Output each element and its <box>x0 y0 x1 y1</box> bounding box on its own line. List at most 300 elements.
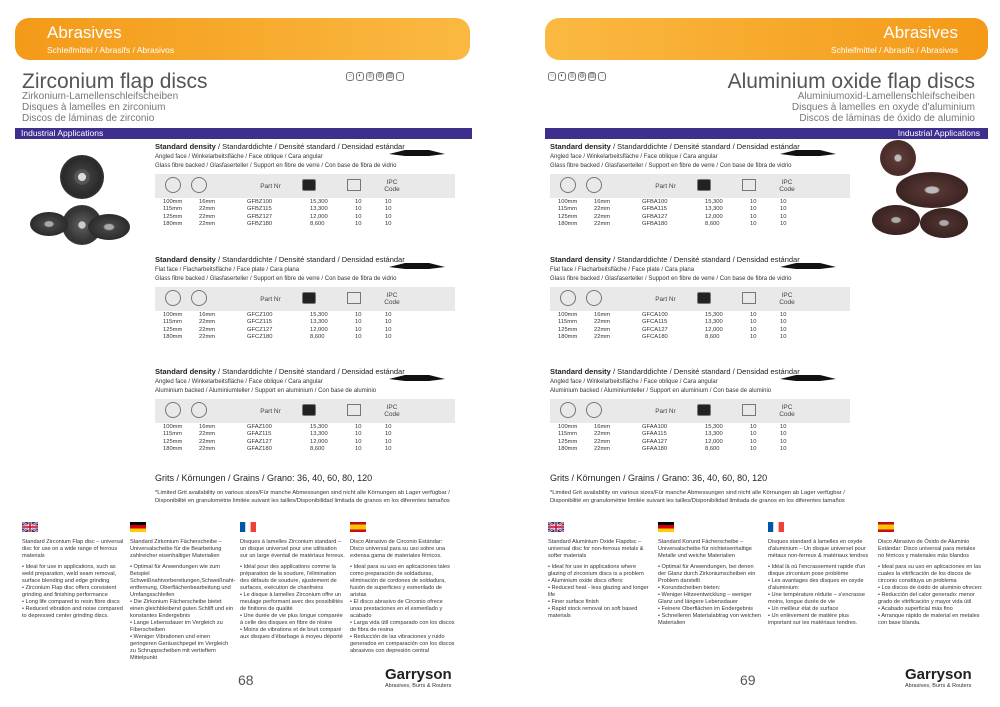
page-number: 68 <box>238 672 254 688</box>
table-cell: 10 <box>750 311 757 318</box>
rpm-col <box>697 292 742 306</box>
diameter-icon <box>560 290 576 306</box>
table-cell: 10 <box>780 423 787 430</box>
table-cell: 16mm <box>594 423 611 430</box>
diameter-icon <box>560 177 576 193</box>
section-title: Abrasives <box>883 23 958 42</box>
application-icon: ◌ <box>396 72 404 81</box>
table-header <box>550 399 850 423</box>
part-nr-header: Part Nr <box>260 407 281 415</box>
table-row <box>550 446 850 454</box>
table-cell: 13,300 <box>310 206 328 213</box>
rpm-icon <box>302 292 316 304</box>
application-icons <box>548 72 606 81</box>
density-label: Standard density <box>550 142 611 151</box>
feature-item: • Lange Lebensdauer im Vergleich zu Fiberscheiben <box>130 620 235 634</box>
face-type: Angled face / Winkelarbeitsfläche / Face oblique / Cara angular <box>550 154 718 160</box>
table-cell: 10 <box>385 431 392 438</box>
table-cell: GFBZ115 <box>247 206 272 213</box>
table-cell: 10 <box>780 311 787 318</box>
table-row <box>155 221 455 229</box>
language-intro: Disco Abrasivo de Óxido de Aluminio Estándar: Disco universal para metales no férricos y materiales más blandos <box>878 539 976 559</box>
feature-item: • Los discos de óxido de aluminio ofrecen: <box>878 585 983 592</box>
table-cell: 22mm <box>199 438 216 445</box>
table-cell: 180mm <box>163 446 183 453</box>
rpm-icon <box>697 292 711 304</box>
brand-tagline: Abrasives, Burrs & Routers <box>905 683 972 689</box>
rpm-icon <box>697 404 711 416</box>
table-cell: 22mm <box>594 438 611 445</box>
box-icon <box>347 404 361 416</box>
table-cell: GFCA100 <box>642 311 668 318</box>
rpm-icon <box>302 404 316 416</box>
table-cell: 16mm <box>594 311 611 318</box>
rpm-col <box>302 292 347 306</box>
pack-col <box>742 292 772 306</box>
table-cell: 13,300 <box>310 319 328 326</box>
category-bar: Industrial Applications <box>545 128 988 139</box>
language-intro: Standard Aluminium Oxide Flapdisc – universal disc for non-ferrous metals & softer materials <box>548 539 644 559</box>
table-row <box>155 311 455 319</box>
box-icon <box>742 292 756 304</box>
table-cell: 13,300 <box>310 431 328 438</box>
table-cell: 10 <box>355 334 362 341</box>
table-cell: 100mm <box>163 198 183 205</box>
product-photo-disc <box>60 155 104 199</box>
table-cell: 115mm <box>558 206 577 213</box>
box-icon <box>347 179 361 191</box>
table-cell: 15,300 <box>310 311 328 318</box>
table-cell: 15,300 <box>310 198 328 205</box>
pack-col <box>347 292 377 306</box>
backing-type: Glass fibre backed / Glasfaserteller / Support en fibre de verre / Con base de fibra de vidrio <box>550 163 792 169</box>
feature-item: • Finer surface finish <box>548 599 653 606</box>
table-cell: 180mm <box>163 334 183 341</box>
table-cell: 10 <box>355 431 362 438</box>
france-flag <box>768 522 784 532</box>
application-icon: ○ <box>346 72 354 81</box>
table-row <box>550 213 850 221</box>
feature-item: • Reducción de las vibraciones y ruido generados en comparación con los discos abrasivos con depresión central <box>350 634 455 655</box>
page-title: Aluminium oxide flap discs <box>727 70 975 93</box>
table-cell: GFCZ100 <box>247 311 273 318</box>
feature-item: • Weniger Hitzeentwicklung – weniger Glanz und längere Lebensdauer <box>658 592 763 606</box>
table-row <box>550 311 850 319</box>
diameter-col <box>550 402 586 420</box>
table-cell: 10 <box>385 423 392 430</box>
application-icon: ◐ <box>356 72 364 81</box>
diameter-col <box>155 177 191 195</box>
box-icon <box>347 292 361 304</box>
bore-col <box>586 402 634 420</box>
table-row <box>155 446 455 454</box>
pack-col <box>347 404 377 418</box>
feature-item: • El disco abrasivo de Circonio ofrece unas prestaciones en el esmerilado y acabado <box>350 599 455 620</box>
feature-item: • Reduced heat - less glazing and longer life <box>548 585 653 599</box>
table-header <box>155 174 455 198</box>
germany-flag <box>130 522 146 532</box>
table-cell: 125mm <box>163 438 183 445</box>
table-row <box>155 431 455 439</box>
rpm-col <box>302 404 347 418</box>
box-icon <box>742 404 756 416</box>
uk-flag <box>548 522 564 532</box>
feature-item: • Moins de vibrations et de bruit comparé aux disques d'ébarbage à moyeu déporté <box>240 627 345 641</box>
page-number: 69 <box>740 672 756 688</box>
table-cell: 22mm <box>594 319 611 326</box>
table-cell: 115mm <box>163 206 182 213</box>
rpm-col <box>302 179 347 193</box>
table-header <box>155 399 455 423</box>
grit-note: *Limited Grit availability on various sizes/Für manche Abmessungen sind nicht alle Körnungen ab Lager verfügbar / Disponibilité en granulométrie limitée suivant les tailles/Disponibilidad limitada de granos en los diferentes tamaños <box>550 490 845 504</box>
table-cell: 100mm <box>163 423 183 430</box>
table-cell: 10 <box>385 438 392 445</box>
table-cell: 125mm <box>558 326 578 333</box>
application-icon: ▥ <box>589 73 595 79</box>
product-section <box>155 255 475 341</box>
table-row <box>550 334 850 342</box>
application-icon: ◌ <box>598 72 606 81</box>
header-tab-right <box>545 18 988 60</box>
section-subtitle: Schleifmittel / Abrasifs / Abrasivos <box>47 45 175 55</box>
page-subtitles <box>22 91 178 124</box>
table-cell: GFCA127 <box>642 326 668 333</box>
table-cell: GFAZ127 <box>247 438 272 445</box>
application-icons <box>346 72 404 81</box>
pack-col <box>742 404 772 418</box>
pack-col <box>347 179 377 193</box>
table-cell: 10 <box>355 446 362 453</box>
grits-line: Grits / Körnungen / Grains / Grano: 36, 40, 60, 80, 120 <box>155 473 373 483</box>
table-row <box>550 206 850 214</box>
table-cell: 16mm <box>594 198 611 205</box>
table-cell: GFCZ115 <box>247 319 273 326</box>
language-intro: Standard Zirconium Flap disc – universal disc for use on a wide range of ferrous materials <box>22 539 124 559</box>
table-cell: 22mm <box>199 221 216 228</box>
grit-note: *Limited Grit availability on various sizes/Für manche Abmessungen sind nicht alle Körnungen ab Lager verfügbar / Disponibilité en granulométrie limitée suivant les tailles/Disponibilidad limitada de granos en los diferentes tamaños <box>155 490 450 504</box>
table-cell: 22mm <box>594 221 611 228</box>
table-cell: 10 <box>750 319 757 326</box>
table-cell: 10 <box>780 334 787 341</box>
rpm-icon <box>697 179 711 191</box>
feature-item: • Long life compared to resin fibre discs <box>22 599 127 606</box>
table-cell: 10 <box>385 326 392 333</box>
rpm-icon <box>302 179 316 191</box>
subtitle-fr: Disques à lamelles en zirconium <box>22 102 166 113</box>
table-cell: 22mm <box>199 206 216 213</box>
table-cell: 12,000 <box>310 438 328 445</box>
table-cell: 8,600 <box>310 334 325 341</box>
header-tab-left <box>15 18 470 60</box>
spain-flag <box>878 522 894 532</box>
page-title: Zirconium flap discs <box>22 70 208 93</box>
density-translations: / Standarddichte / Densité standard / Densidad estándar <box>610 255 800 264</box>
table-cell: 180mm <box>163 221 183 228</box>
table-cell: 22mm <box>199 334 216 341</box>
table-cell: 10 <box>355 198 362 205</box>
table-cell: 15,300 <box>705 423 723 430</box>
table-cell: 10 <box>750 206 757 213</box>
grits-line: Grits / Körnungen / Grains / Grano: 36, 40, 60, 80, 120 <box>550 473 768 483</box>
table-cell: 180mm <box>558 334 578 341</box>
table-row <box>550 221 850 229</box>
table-cell: 100mm <box>558 311 578 318</box>
table-cell: 15,300 <box>705 198 723 205</box>
table-cell: 10 <box>750 213 757 220</box>
disc-profile-diagram <box>778 146 838 162</box>
bore-icon <box>191 402 207 418</box>
feature-item: • Feinere Oberflächen im Endergebnis <box>658 606 763 613</box>
table-cell: GFAA100 <box>642 423 668 430</box>
feature-item: • Rapid stock removal on soft based materials <box>548 606 653 620</box>
subtitle-de: Aluminiumoxid-Lamellenschleifscheiben <box>797 91 975 102</box>
table-cell: 10 <box>780 221 787 228</box>
feature-item: • Ideal para su uso en aplicaciones tales como preparación de soldaduras, eliminación de cordones de soldadura, fusión de superficies y esmerilado de aristas <box>350 564 455 599</box>
table-cell: 10 <box>780 438 787 445</box>
language-intro: Disco Abrasivo de Circonio Estándar: Disco universal para su uso sobre una extensa gama de materiales férricos. <box>350 539 446 559</box>
feature-item: • Une température réduite – s'encrasse moins, longue durée de vie <box>768 592 873 606</box>
table-cell: 10 <box>355 319 362 326</box>
table-cell: GFAA127 <box>642 438 668 445</box>
language-intro: Standard Zirkonium Fächerscheibe – Universalscheibe für die Bearbeitung zahlreicher eisenhaltiger Materialien <box>130 539 222 559</box>
table-cell: 125mm <box>163 213 183 220</box>
diameter-col <box>155 402 191 420</box>
table-row <box>550 326 850 334</box>
table-header <box>155 287 455 311</box>
table-cell: GFAZ180 <box>247 446 272 453</box>
feature-item: • Ideal for use in applications, such as weld preparation, weld seam removal, surface blending and edge grinding <box>22 564 127 585</box>
table-cell: 22mm <box>199 431 216 438</box>
table-cell: 22mm <box>199 213 216 220</box>
feature-item: • Idéal pour des applications comme la préparation de la soudure, l'élimination des défauts de soudure, ajustement de surfaces, exécution de chanfreins <box>240 564 345 592</box>
backing-type: Aluminium backed / Aluminiumteller / Support en aluminium / Con base de aluminio <box>550 388 772 394</box>
table-cell: 180mm <box>558 446 578 453</box>
table-cell: 10 <box>385 334 392 341</box>
application-icon: ◎ <box>367 73 373 79</box>
part-nr-header: Part Nr <box>655 295 676 303</box>
application-icon: ◐ <box>558 72 566 81</box>
table-cell: 12,000 <box>310 326 328 333</box>
ipc-header: IPC Code <box>384 404 400 418</box>
table-cell: 10 <box>780 446 787 453</box>
subtitle-fr: Disques à lamelles en oxyde d'aluminium <box>791 102 975 113</box>
table-row <box>550 438 850 446</box>
diameter-col <box>550 290 586 308</box>
diameter-icon <box>560 402 576 418</box>
feature-item: • Optimal für Anwendungen wie zum Beispiel Schweißnahtvorbereitungen,Schweißnahtentfernung, Oberflächenbearbeitung und Umfangsschleifen <box>130 564 235 599</box>
subtitle-de: Zirkonium-Lamellenschleifscheiben <box>22 91 179 102</box>
diameter-col <box>155 290 191 308</box>
language-block <box>22 522 127 620</box>
table-cell: GFBA100 <box>642 198 668 205</box>
germany-flag <box>658 522 674 532</box>
feature-item: • Reducción del calor generado: menor grado de vitrificación y mayor vida útil <box>878 592 983 606</box>
table-row <box>550 431 850 439</box>
brand-logo <box>385 666 452 689</box>
face-type: Flat face / Flacharbeitsfläche / Face plate / Cara plana <box>550 267 695 273</box>
product-photo-disc <box>30 212 68 236</box>
backing-type: Glass fibre backed / Glasfaserteller / Support en fibre de verre / Con base de fibra de vidrio <box>155 276 397 282</box>
table-cell: 100mm <box>558 198 578 205</box>
table-cell: 10 <box>750 431 757 438</box>
table-cell: 10 <box>750 221 757 228</box>
table-cell: 10 <box>750 423 757 430</box>
table-cell: 10 <box>385 213 392 220</box>
backing-type: Aluminium backed / Aluminiumteller / Support en aluminium / Con base de aluminio <box>155 388 377 394</box>
table-cell: GFAZ115 <box>247 431 272 438</box>
product-section <box>550 255 870 341</box>
table-cell: 22mm <box>594 213 611 220</box>
brand-logo <box>905 666 972 689</box>
table-cell: GFCA180 <box>642 334 668 341</box>
table-row <box>550 198 850 206</box>
table-cell: 8,600 <box>310 221 325 228</box>
feature-item: • Un meilleur état de surface <box>768 606 873 613</box>
page-subtitles <box>792 91 975 124</box>
uk-flag <box>22 522 38 532</box>
table-cell: 115mm <box>558 319 577 326</box>
part-nr-header: Part Nr <box>655 182 676 190</box>
disc-profile-diagram <box>387 146 447 162</box>
table-cell: 10 <box>750 334 757 341</box>
feature-item: • Les avantages des disques en oxyde d'aluminium: <box>768 578 873 592</box>
table-cell: 10 <box>750 446 757 453</box>
bore-col <box>191 402 239 420</box>
table-cell: 8,600 <box>310 446 325 453</box>
product-section <box>550 367 870 453</box>
table-cell: 12,000 <box>310 213 328 220</box>
table-cell: 125mm <box>163 326 183 333</box>
table-cell: 22mm <box>594 431 611 438</box>
bore-col <box>191 177 239 195</box>
language-block <box>658 522 763 627</box>
rpm-col <box>697 179 742 193</box>
table-cell: 22mm <box>594 334 611 341</box>
table-cell: 22mm <box>199 326 216 333</box>
section-subtitle: Schleifmittel / Abrasifs / Abrasivos <box>830 45 958 55</box>
table-cell: 10 <box>355 423 362 430</box>
feature-item: • Schnelleren Materialabtrag von weichen Materialien <box>658 613 763 627</box>
density-translations: / Standarddichte / Densité standard / Densidad estándar <box>610 142 800 151</box>
feature-item: • Reduced vibration and noise compared to depressed center grinding discs. <box>22 606 127 620</box>
category-bar: Industrial Applications <box>15 128 472 139</box>
product-section <box>155 367 475 453</box>
table-cell: 8,600 <box>705 334 720 341</box>
table-cell: 10 <box>780 198 787 205</box>
france-flag <box>240 522 256 532</box>
table-cell: 8,600 <box>705 221 720 228</box>
table-cell: 125mm <box>558 438 578 445</box>
table-row <box>550 423 850 431</box>
bore-col <box>586 290 634 308</box>
feature-item: • Arranque rápido de material en metales con base blanda. <box>878 613 983 627</box>
table-cell: 16mm <box>199 311 216 318</box>
table-cell: 10 <box>355 221 362 228</box>
table-cell: 13,300 <box>705 206 723 213</box>
diameter-col <box>550 177 586 195</box>
language-block <box>768 522 873 627</box>
table-cell: 10 <box>385 206 392 213</box>
table-cell: 115mm <box>163 431 182 438</box>
table-cell: GFBA115 <box>642 206 668 213</box>
face-type: Flat face / Flacharbeitsfläche / Face plate / Cara plana <box>155 267 300 273</box>
language-block <box>878 522 983 627</box>
ipc-header: IPC Code <box>384 292 400 306</box>
table-cell: 15,300 <box>310 423 328 430</box>
diameter-icon <box>165 290 181 306</box>
density-label: Standard density <box>550 255 611 264</box>
product-photo-disc <box>920 208 968 238</box>
table-cell: 8,600 <box>705 446 720 453</box>
table-cell: 100mm <box>163 311 183 318</box>
feature-item: • Weniger Vibrationen und einen geringeren Geräuschpegel im Vergleich zu Schruppscheiben mit vertieftem Mittelpunkt <box>130 634 235 662</box>
ipc-header: IPC Code <box>779 292 795 306</box>
table-row <box>155 319 455 327</box>
bore-icon <box>586 290 602 306</box>
table-cell: 125mm <box>558 213 578 220</box>
table-cell: 10 <box>385 446 392 453</box>
table-cell: 10 <box>355 311 362 318</box>
table-cell: 22mm <box>594 446 611 453</box>
feature-item: • Une durée de vie plus longue comparée à celle des disques en fibre de résine <box>240 613 345 627</box>
table-cell: 10 <box>750 438 757 445</box>
application-icon: ◍ <box>579 73 585 79</box>
feature-item: • Acabado superficial más fino <box>878 606 983 613</box>
table-row <box>155 438 455 446</box>
feature-item: • Ideal para su uso en aplicaciones en las cuales la vitrificación de los discos de circonio constituya un problema <box>878 564 983 585</box>
table-cell: 22mm <box>594 326 611 333</box>
rpm-col <box>697 404 742 418</box>
language-block <box>350 522 455 655</box>
brand-tagline: Abrasives, Burrs & Routers <box>385 683 452 689</box>
table-cell: 15,300 <box>705 311 723 318</box>
language-block <box>240 522 345 641</box>
table-header <box>550 287 850 311</box>
ipc-header: IPC Code <box>779 404 795 418</box>
table-cell: 10 <box>355 213 362 220</box>
bore-icon <box>191 177 207 193</box>
table-cell: GFAA180 <box>642 446 668 453</box>
product-photo-disc <box>880 140 916 176</box>
table-row <box>155 206 455 214</box>
density-translations: / Standarddichte / Densité standard / Densidad estándar <box>215 255 405 264</box>
brand-name: Garryson <box>385 666 452 683</box>
table-row <box>155 213 455 221</box>
application-icon: ◎ <box>569 73 575 79</box>
table-cell: 10 <box>780 206 787 213</box>
table-cell: 10 <box>385 311 392 318</box>
language-intro: Standard Korund Fächerscheibe – Universalscheibe für nichteisenhaltige Metalle und weiche Materialien <box>658 539 752 559</box>
table-cell: GFCZ180 <box>247 334 273 341</box>
pack-col <box>742 179 772 193</box>
spain-flag <box>350 522 366 532</box>
subtitle-es: Discos de láminas de óxido de aluminio <box>799 113 975 124</box>
density-label: Standard density <box>155 142 216 151</box>
density-translations: / Standarddichte / Densité standard / Densidad estándar <box>215 367 405 376</box>
table-cell: 10 <box>385 198 392 205</box>
table-cell: 22mm <box>594 206 611 213</box>
table-row <box>155 334 455 342</box>
application-icon: ▥ <box>387 73 393 79</box>
feature-item: • Die Zirkonium Fächerscheibe bietet einen gleichbleibend guten Schliff und ein konstantes Endergebnis <box>130 599 235 620</box>
feature-item: • Korundscheiben bieten: <box>658 585 763 592</box>
bore-col <box>191 290 239 308</box>
table-cell: 22mm <box>199 319 216 326</box>
table-cell: 10 <box>750 326 757 333</box>
part-nr-header: Part Nr <box>655 407 676 415</box>
table-cell: 10 <box>780 326 787 333</box>
face-type: Angled face / Winkelarbeitsfläche / Face oblique / Cara angular <box>155 379 323 385</box>
